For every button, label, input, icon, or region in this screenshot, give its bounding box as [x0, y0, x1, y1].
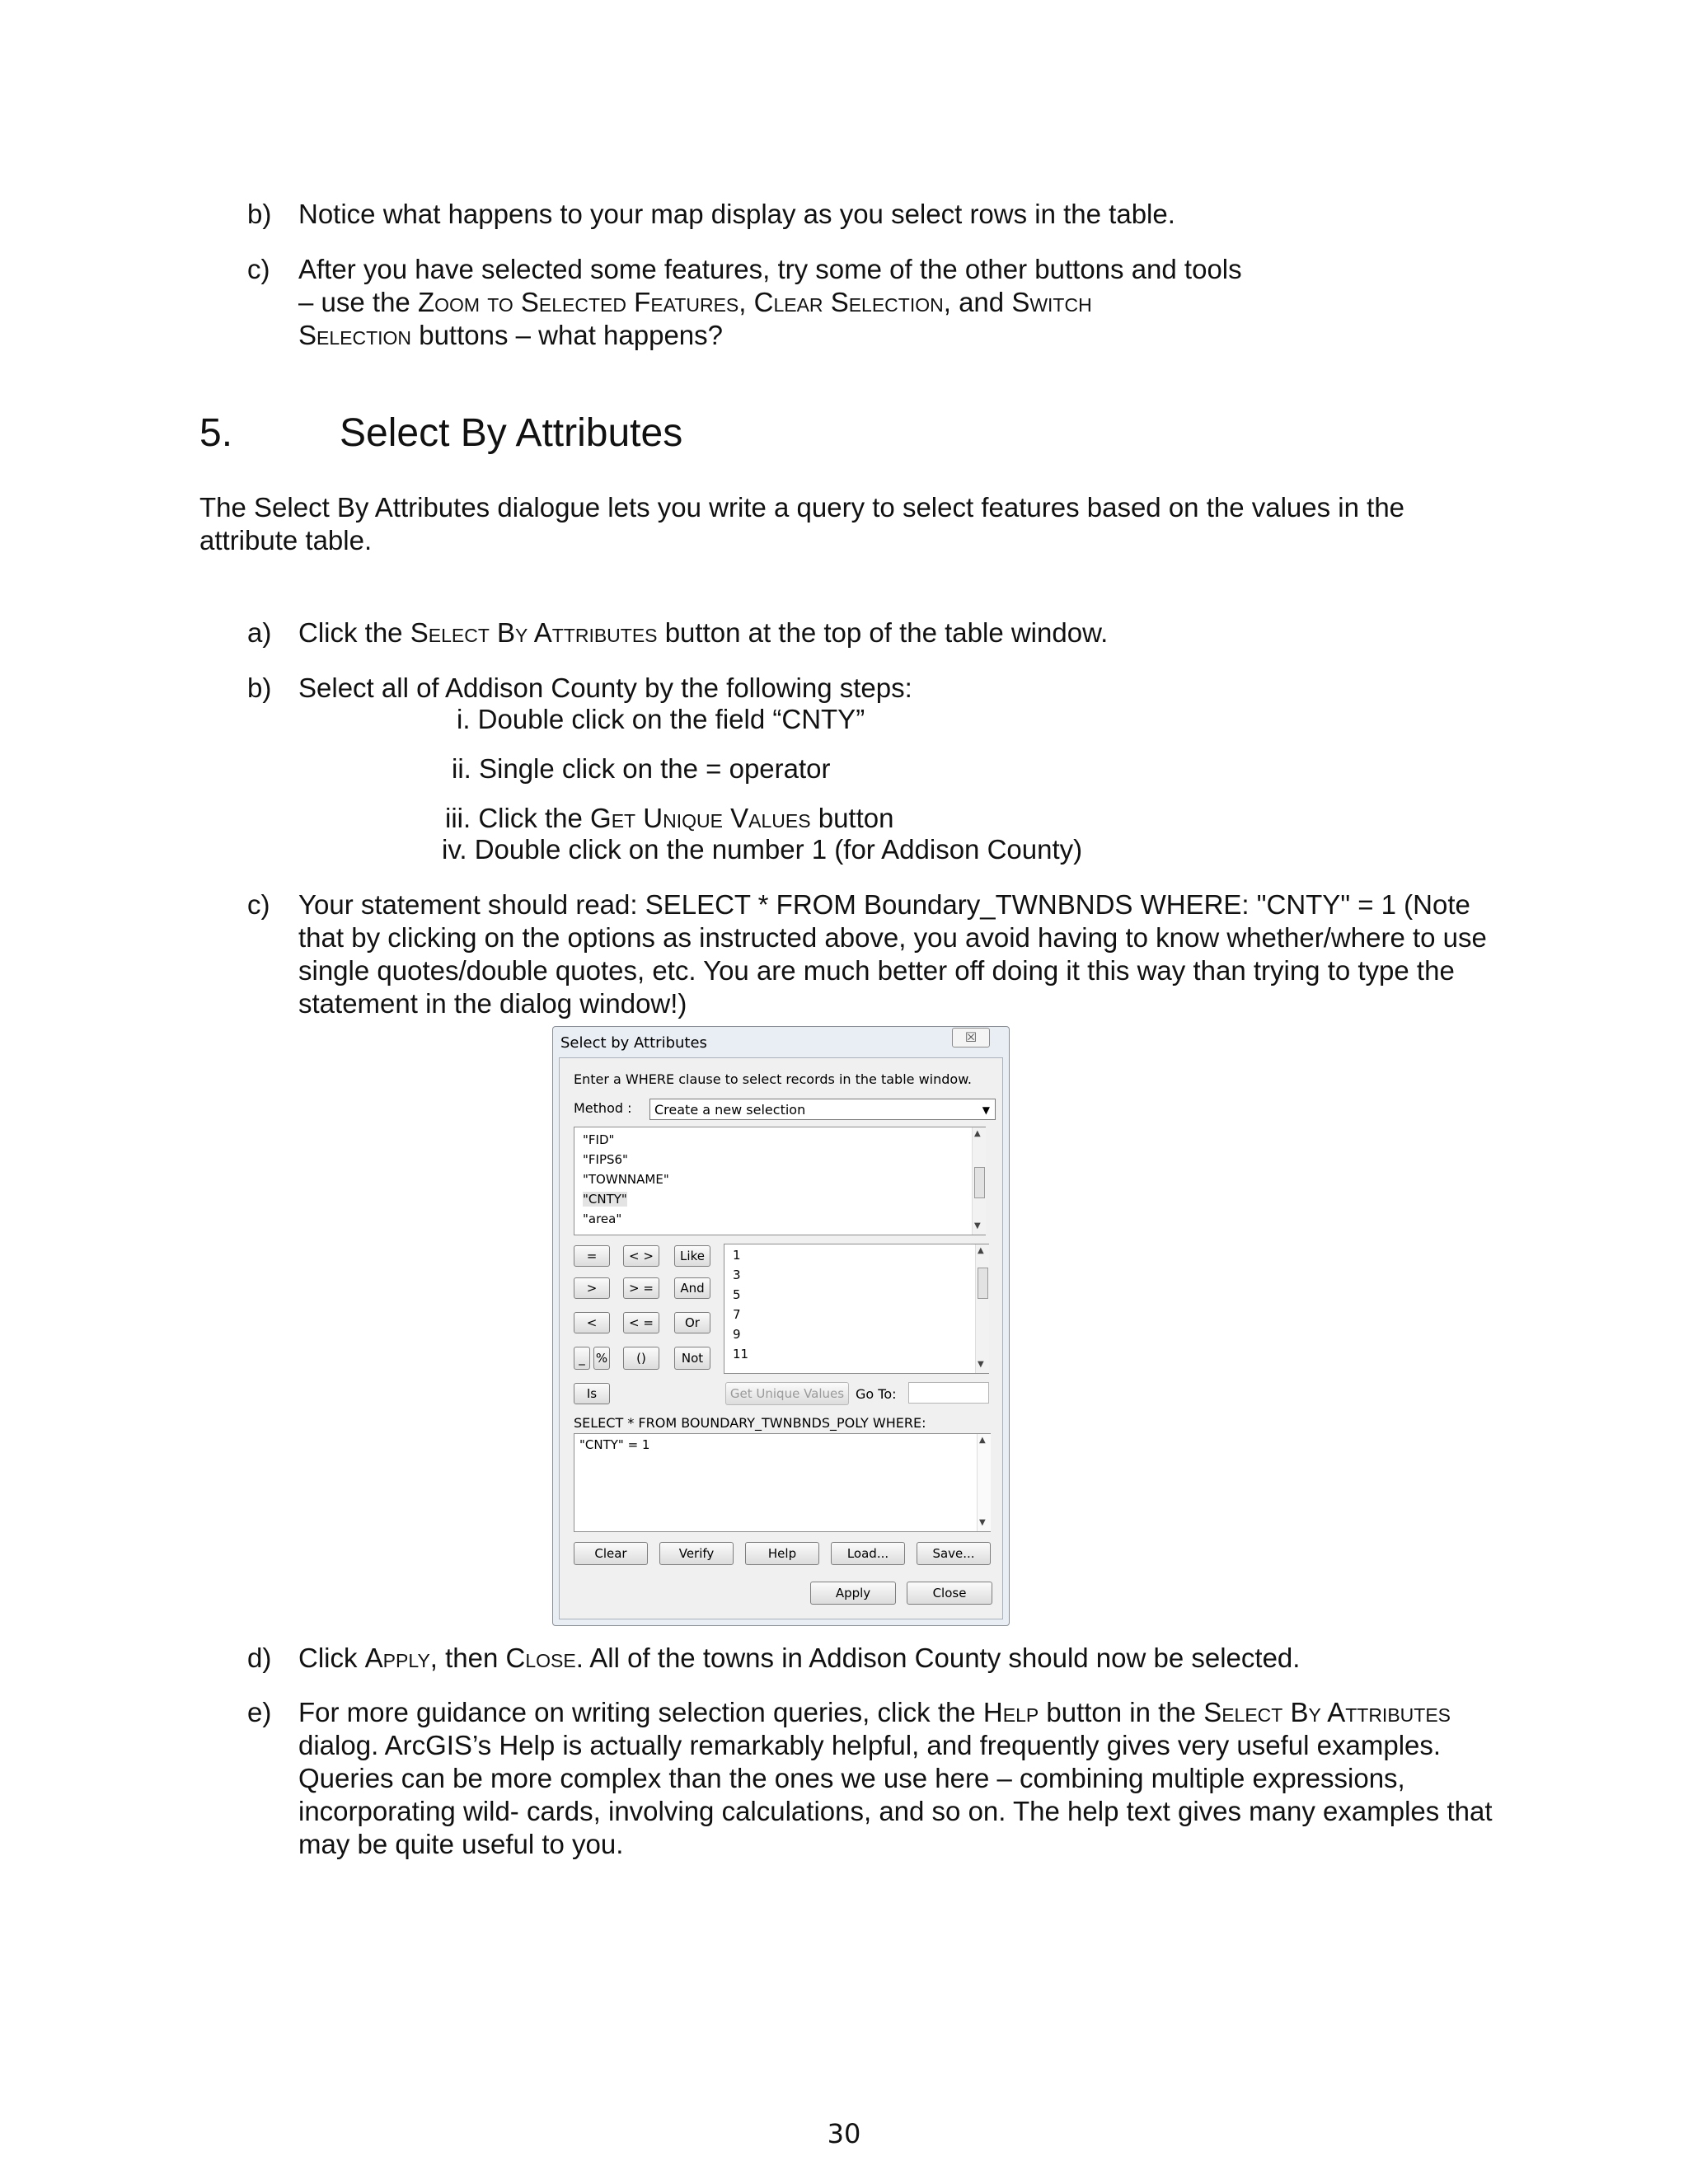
help-button[interactable]: Help [745, 1542, 819, 1565]
step-a-post: button at the top of the table window. [657, 617, 1109, 648]
step-letter-a: a) [247, 617, 272, 648]
step-a [298, 616, 1502, 649]
get-unique-values-term: Get Unique Values [590, 803, 811, 833]
is-button[interactable]: Is [574, 1383, 610, 1404]
step-e-pre: For more guidance on writing selection queries, click the [298, 1697, 983, 1727]
load-button[interactable]: Load... [831, 1542, 905, 1565]
section-number: 5. [199, 411, 233, 455]
step-letter-e: e) [247, 1697, 272, 1727]
item-b-prev-text: Notice what happens to your map display as you select rows in the table. [298, 199, 1175, 229]
fields-list[interactable] [574, 1127, 986, 1235]
item-c-sep1: , [738, 287, 754, 317]
method-label: Method : [574, 1100, 632, 1116]
substep-iii-pre: iii. Click the [445, 803, 591, 833]
sql-prefix: SELECT * FROM BOUNDARY_TWNBNDS_POLY WHERE: [574, 1415, 926, 1431]
scroll-down-icon[interactable]: ▼ [979, 1518, 986, 1527]
parentheses-button[interactable]: () [623, 1347, 659, 1370]
chevron-down-icon: ▼ [982, 1104, 990, 1116]
less-equal-button[interactable]: < = [623, 1312, 659, 1333]
step-a-pre: Click the [298, 617, 410, 648]
less-than-button[interactable]: < [574, 1312, 610, 1333]
step-c: Your statement should read: SELECT * FROM Boundary_TWNBNDS WHERE: "CNTY" = 1 (Note that by clicking on the options as instructed above, you avoid having to know whether/where to use single quotes/double quotes, etc. You are much better off doing it this way than trying to type the statement in the dialog window!) [298, 889, 1487, 1019]
scroll-down-icon[interactable]: ▼ [974, 1221, 981, 1230]
page-number: 30 [827, 2118, 861, 2149]
field-item[interactable]: "FID" [583, 1132, 615, 1147]
scroll-up-icon[interactable]: ▲ [974, 1129, 981, 1138]
scroll-up-icon[interactable]: ▲ [979, 1436, 986, 1445]
values-scrollbar[interactable] [975, 1244, 989, 1373]
goto-label: Go To: [856, 1386, 897, 1402]
expression-text: "CNTY" = 1 [579, 1437, 650, 1452]
item-c-line1: After you have selected some features, try some of the other buttons and tools [298, 254, 1242, 284]
scroll-down-icon[interactable]: ▼ [978, 1360, 984, 1369]
apply-term: Apply [364, 1643, 430, 1673]
step-e-post: dialog. ArcGIS’s Help is actually remarkably helpful, and frequently gives very useful examples. Queries can be more complex than the ones we use here – combining multiple expressions, incorporating wild- cards, involving calculations, and so on. The help text gives many examples that may be quite useful to you. [298, 1730, 1493, 1859]
fields-scrollbar[interactable] [972, 1127, 986, 1235]
unique-values-list[interactable] [724, 1244, 989, 1374]
step-e-mid: button in the [1039, 1697, 1204, 1727]
help-term: Help [982, 1697, 1039, 1727]
value-item[interactable]: 5 [733, 1287, 741, 1302]
item-c-line2-pre: – use the [298, 287, 418, 317]
item-letter-b-prev: b) [247, 199, 272, 229]
get-unique-values-button[interactable]: Get Unique Values [725, 1382, 849, 1405]
substep-iii-post: button [810, 803, 894, 833]
greater-equal-button[interactable]: > = [623, 1277, 659, 1299]
field-item-selected[interactable]: "CNTY" [583, 1192, 627, 1207]
selection-term: Selection [298, 320, 412, 350]
value-item[interactable]: 7 [733, 1307, 741, 1322]
method-select[interactable] [649, 1099, 996, 1120]
value-item-selected[interactable]: 1 [733, 1248, 741, 1263]
verify-button[interactable]: Verify [659, 1542, 734, 1565]
item-c-prev-text [298, 253, 1502, 352]
select-by-attributes-dialog [552, 1026, 1010, 1626]
equals-button[interactable]: = [574, 1245, 610, 1267]
step-d [298, 1642, 1502, 1675]
step-letter-c: c) [247, 889, 270, 920]
value-item[interactable]: 9 [733, 1327, 741, 1342]
item-c-line3-post: buttons – what happens? [411, 320, 723, 350]
underscore-wildcard-button[interactable]: _ [574, 1347, 590, 1370]
substep-iii [445, 802, 893, 835]
switch-term: Switch [1011, 287, 1092, 317]
dialog-instruction: Enter a WHERE clause to select records in the table window. [574, 1071, 972, 1087]
not-equal-button[interactable]: < > [623, 1245, 659, 1267]
value-item[interactable]: 3 [733, 1268, 741, 1282]
step-e [298, 1696, 1502, 1861]
percent-wildcard-button[interactable]: % [593, 1347, 610, 1370]
step-d-post: . All of the towns in Addison County should now be selected. [575, 1643, 1301, 1673]
apply-button[interactable]: Apply [810, 1582, 896, 1605]
step-letter-b: b) [247, 673, 272, 703]
field-item[interactable]: "area" [583, 1212, 622, 1226]
and-button[interactable]: And [674, 1277, 710, 1299]
value-item[interactable]: 11 [733, 1347, 749, 1361]
step-b: Select all of Addison County by the following steps: [298, 673, 912, 703]
substep-iv: iv. Double click on the number 1 (for Addison County) [442, 834, 1083, 865]
save-button[interactable]: Save... [917, 1542, 991, 1565]
expression-scrollbar[interactable] [977, 1434, 991, 1531]
select-by-attributes-term-2: Select By Attributes [1203, 1697, 1451, 1727]
item-c-sep2: , and [943, 287, 1012, 317]
like-button[interactable]: Like [674, 1245, 710, 1267]
section-title: Select By Attributes [340, 411, 683, 455]
not-button[interactable]: Not [674, 1347, 710, 1370]
step-d-mid: , then [429, 1643, 506, 1673]
greater-than-button[interactable]: > [574, 1277, 610, 1299]
step-letter-d: d) [247, 1643, 272, 1673]
item-letter-c-prev: c) [247, 254, 270, 284]
scroll-thumb[interactable] [978, 1268, 988, 1299]
step-d-pre: Click [298, 1643, 365, 1673]
field-item[interactable]: "TOWNNAME" [583, 1172, 669, 1187]
substep-i: i. Double click on the field “CNTY” [457, 704, 865, 734]
expression-textarea[interactable] [574, 1433, 991, 1532]
close-term: Close [505, 1643, 576, 1673]
or-button[interactable]: Or [674, 1312, 710, 1333]
substep-ii: ii. Single click on the = operator [452, 753, 831, 784]
close-button[interactable]: Close [907, 1582, 992, 1605]
clear-selection-term: Clear Selection [753, 287, 944, 317]
select-by-attributes-term: Select By Attributes [410, 617, 658, 648]
scroll-up-icon[interactable]: ▲ [978, 1246, 984, 1255]
clear-button[interactable]: Clear [574, 1542, 648, 1565]
method-value: Create a new selection [654, 1102, 806, 1118]
goto-input[interactable] [908, 1382, 989, 1404]
field-item[interactable]: "FIPS6" [583, 1152, 628, 1167]
dialog-title: Select by Attributes [560, 1034, 707, 1052]
dialog-close-icon[interactable]: ☒ [952, 1028, 990, 1047]
zoom-selected-term: Zoom to Selected Features [417, 287, 739, 317]
scroll-thumb[interactable] [974, 1167, 985, 1198]
section-intro: The Select By Attributes dialogue lets you write a query to select features based on the values in the attribute table. [199, 492, 1405, 555]
